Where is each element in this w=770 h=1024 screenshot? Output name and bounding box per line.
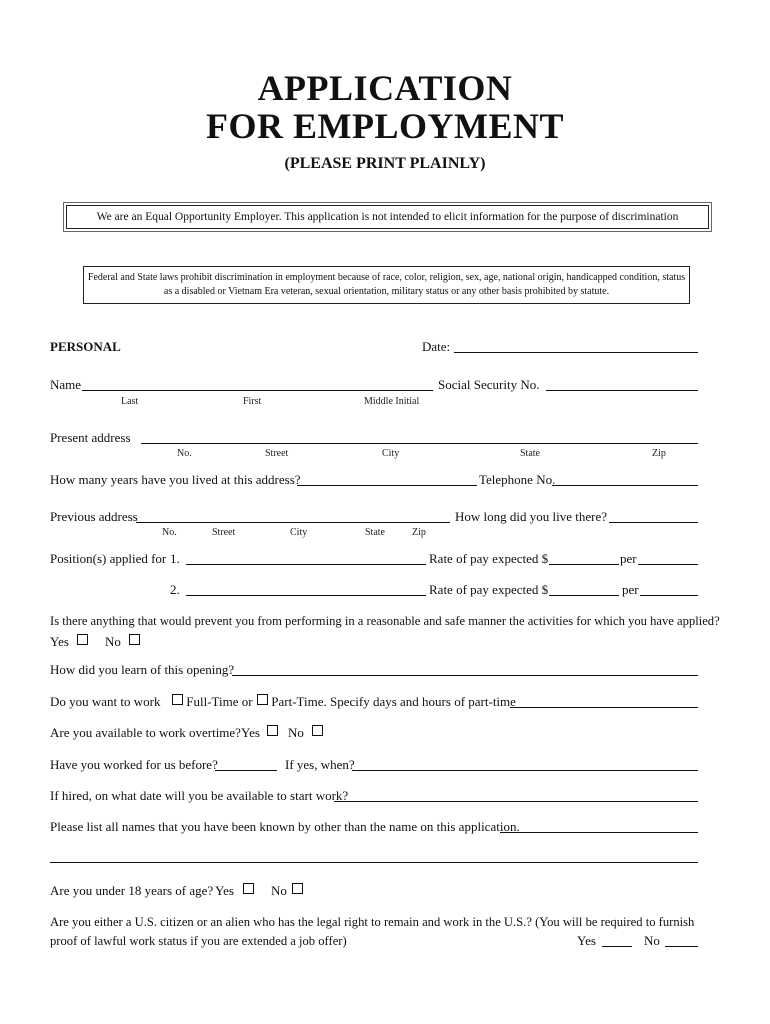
overtime-yes-checkbox[interactable] <box>267 725 278 736</box>
under-18-yes-option <box>215 883 254 899</box>
prevent-no-label: No <box>105 634 121 649</box>
name-part-middle: Middle Initial <box>364 396 420 407</box>
present-address-field[interactable] <box>141 443 698 444</box>
form-title-line2: FOR EMPLOYMENT <box>206 106 564 146</box>
position-1-number: 1. <box>170 551 180 566</box>
rate-2-label: Rate of pay expected $ <box>429 582 549 597</box>
fulltime-option <box>172 694 253 710</box>
name-field[interactable] <box>82 390 433 391</box>
position-2-field[interactable] <box>186 595 426 596</box>
learn-opening-field[interactable] <box>232 675 698 676</box>
ssn-field[interactable] <box>546 390 698 391</box>
date-label: Date: <box>422 339 451 354</box>
if-yes-when-field[interactable] <box>352 770 698 771</box>
parttime-label: Part-Time. Specify days and hours of part-time <box>271 694 516 709</box>
laws-notice: Federal and State laws prohibit discrimination in employment because of race, color, religion, sex, age, national origin, handicapped condition, status as a disabled or Vietnam Era veteran, sexual orientation, military status or any other basis prohibited by statute. <box>83 266 690 304</box>
if-yes-when-label: If yes, when? <box>285 757 355 772</box>
rate-1-field[interactable] <box>549 564 619 565</box>
citizen-question-line1: Are you either a U.S. citizen or an alien who has the legal right to remain and work in the U.S.? (You will be required to furnish <box>50 915 695 929</box>
position-2-number: 2. <box>170 582 180 597</box>
form-subtitle: (PLEASE PRINT PLAINLY) <box>284 155 486 172</box>
present-address-label: Present address <box>50 430 131 445</box>
prevent-question: Is there anything that would prevent you from performing in a reasonable and safe manner the activities for which you have applied? <box>50 614 720 628</box>
name-part-last: Last <box>121 396 139 407</box>
years-at-address-field[interactable] <box>297 485 477 486</box>
ssn-label: Social Security No. <box>438 377 540 392</box>
years-at-address-label: How many years have you lived at this address? <box>50 472 301 487</box>
per-2-label: per <box>622 582 639 597</box>
overtime-no-checkbox[interactable] <box>312 725 323 736</box>
rate-1-label: Rate of pay expected $ <box>429 551 549 566</box>
fulltime-checkbox[interactable] <box>172 694 183 705</box>
under-18-no-checkbox[interactable] <box>292 883 303 894</box>
previous-part-state: State <box>365 527 385 538</box>
per-1-field[interactable] <box>638 564 698 565</box>
telephone-field[interactable] <box>552 485 698 486</box>
how-long-label: How long did you live there? <box>455 509 607 524</box>
position-label: Position(s) applied for <box>50 551 167 566</box>
citizen-question-line2: proof of lawful work status if you are extended a job offer) <box>50 934 347 948</box>
under-18-no-label: No <box>271 883 287 898</box>
citizen-yes-label: Yes <box>577 933 596 948</box>
previous-part-no: No. <box>162 527 177 538</box>
citizen-no-field[interactable] <box>665 946 698 947</box>
present-part-city: City <box>382 448 400 459</box>
overtime-no-option <box>288 725 323 741</box>
prevent-yes-label: Yes <box>50 634 69 649</box>
citizen-no-label: No <box>644 933 660 948</box>
equal-opportunity-notice: We are an Equal Opportunity Employer. This application is not intended to elicit information for the purpose of discrimination <box>66 205 709 229</box>
under-18-label: Are you under 18 years of age? <box>50 883 214 898</box>
overtime-no-label: No <box>288 725 304 740</box>
name-part-first: First <box>243 396 262 407</box>
present-part-street: Street <box>265 448 289 459</box>
under-18-yes-checkbox[interactable] <box>243 883 254 894</box>
parttime-option <box>257 694 516 710</box>
citizen-yes-field[interactable] <box>602 946 632 947</box>
previous-part-zip: Zip <box>412 527 426 538</box>
prevent-yes-checkbox[interactable] <box>77 634 88 645</box>
per-1-label: per <box>620 551 637 566</box>
section-personal: PERSONAL <box>50 339 121 354</box>
rate-2-field[interactable] <box>549 595 619 596</box>
telephone-label: Telephone No. <box>479 472 556 487</box>
date-field[interactable] <box>454 352 698 353</box>
present-part-state: State <box>520 448 540 459</box>
prevent-no-option <box>105 634 140 650</box>
how-long-field[interactable] <box>609 522 698 523</box>
other-names-field-line2[interactable] <box>50 862 698 863</box>
position-1-field[interactable] <box>186 564 426 565</box>
parttime-hours-field[interactable] <box>510 707 698 708</box>
present-part-no: No. <box>177 448 192 459</box>
other-names-label: Please list all names that you have been known by other than the name on this application. <box>50 819 520 834</box>
per-2-field[interactable] <box>640 595 698 596</box>
work-type-label: Do you want to work <box>50 694 161 709</box>
previous-part-street: Street <box>212 527 236 538</box>
previous-address-field[interactable] <box>136 522 450 523</box>
start-date-field[interactable] <box>334 801 698 802</box>
worked-before-field[interactable] <box>215 770 277 771</box>
overtime-yes-label: Yes <box>241 725 260 740</box>
previous-part-city: City <box>290 527 308 538</box>
parttime-checkbox[interactable] <box>257 694 268 705</box>
overtime-yes-option <box>241 725 278 741</box>
overtime-label: Are you available to work overtime? <box>50 725 241 740</box>
under-18-no-option <box>271 883 303 899</box>
prevent-yes-option <box>50 634 88 650</box>
other-names-field[interactable] <box>500 832 698 833</box>
learn-opening-label: How did you learn of this opening? <box>50 662 235 677</box>
name-label: Name <box>50 377 82 392</box>
previous-address-label: Previous address <box>50 509 138 524</box>
present-part-zip: Zip <box>652 448 666 459</box>
prevent-no-checkbox[interactable] <box>129 634 140 645</box>
worked-before-label: Have you worked for us before? <box>50 757 218 772</box>
start-date-label: If hired, on what date will you be available to start work? <box>50 788 349 803</box>
form-title-line1: APPLICATION <box>257 68 513 108</box>
under-18-yes-label: Yes <box>215 883 234 898</box>
fulltime-label: Full-Time or <box>186 694 253 709</box>
